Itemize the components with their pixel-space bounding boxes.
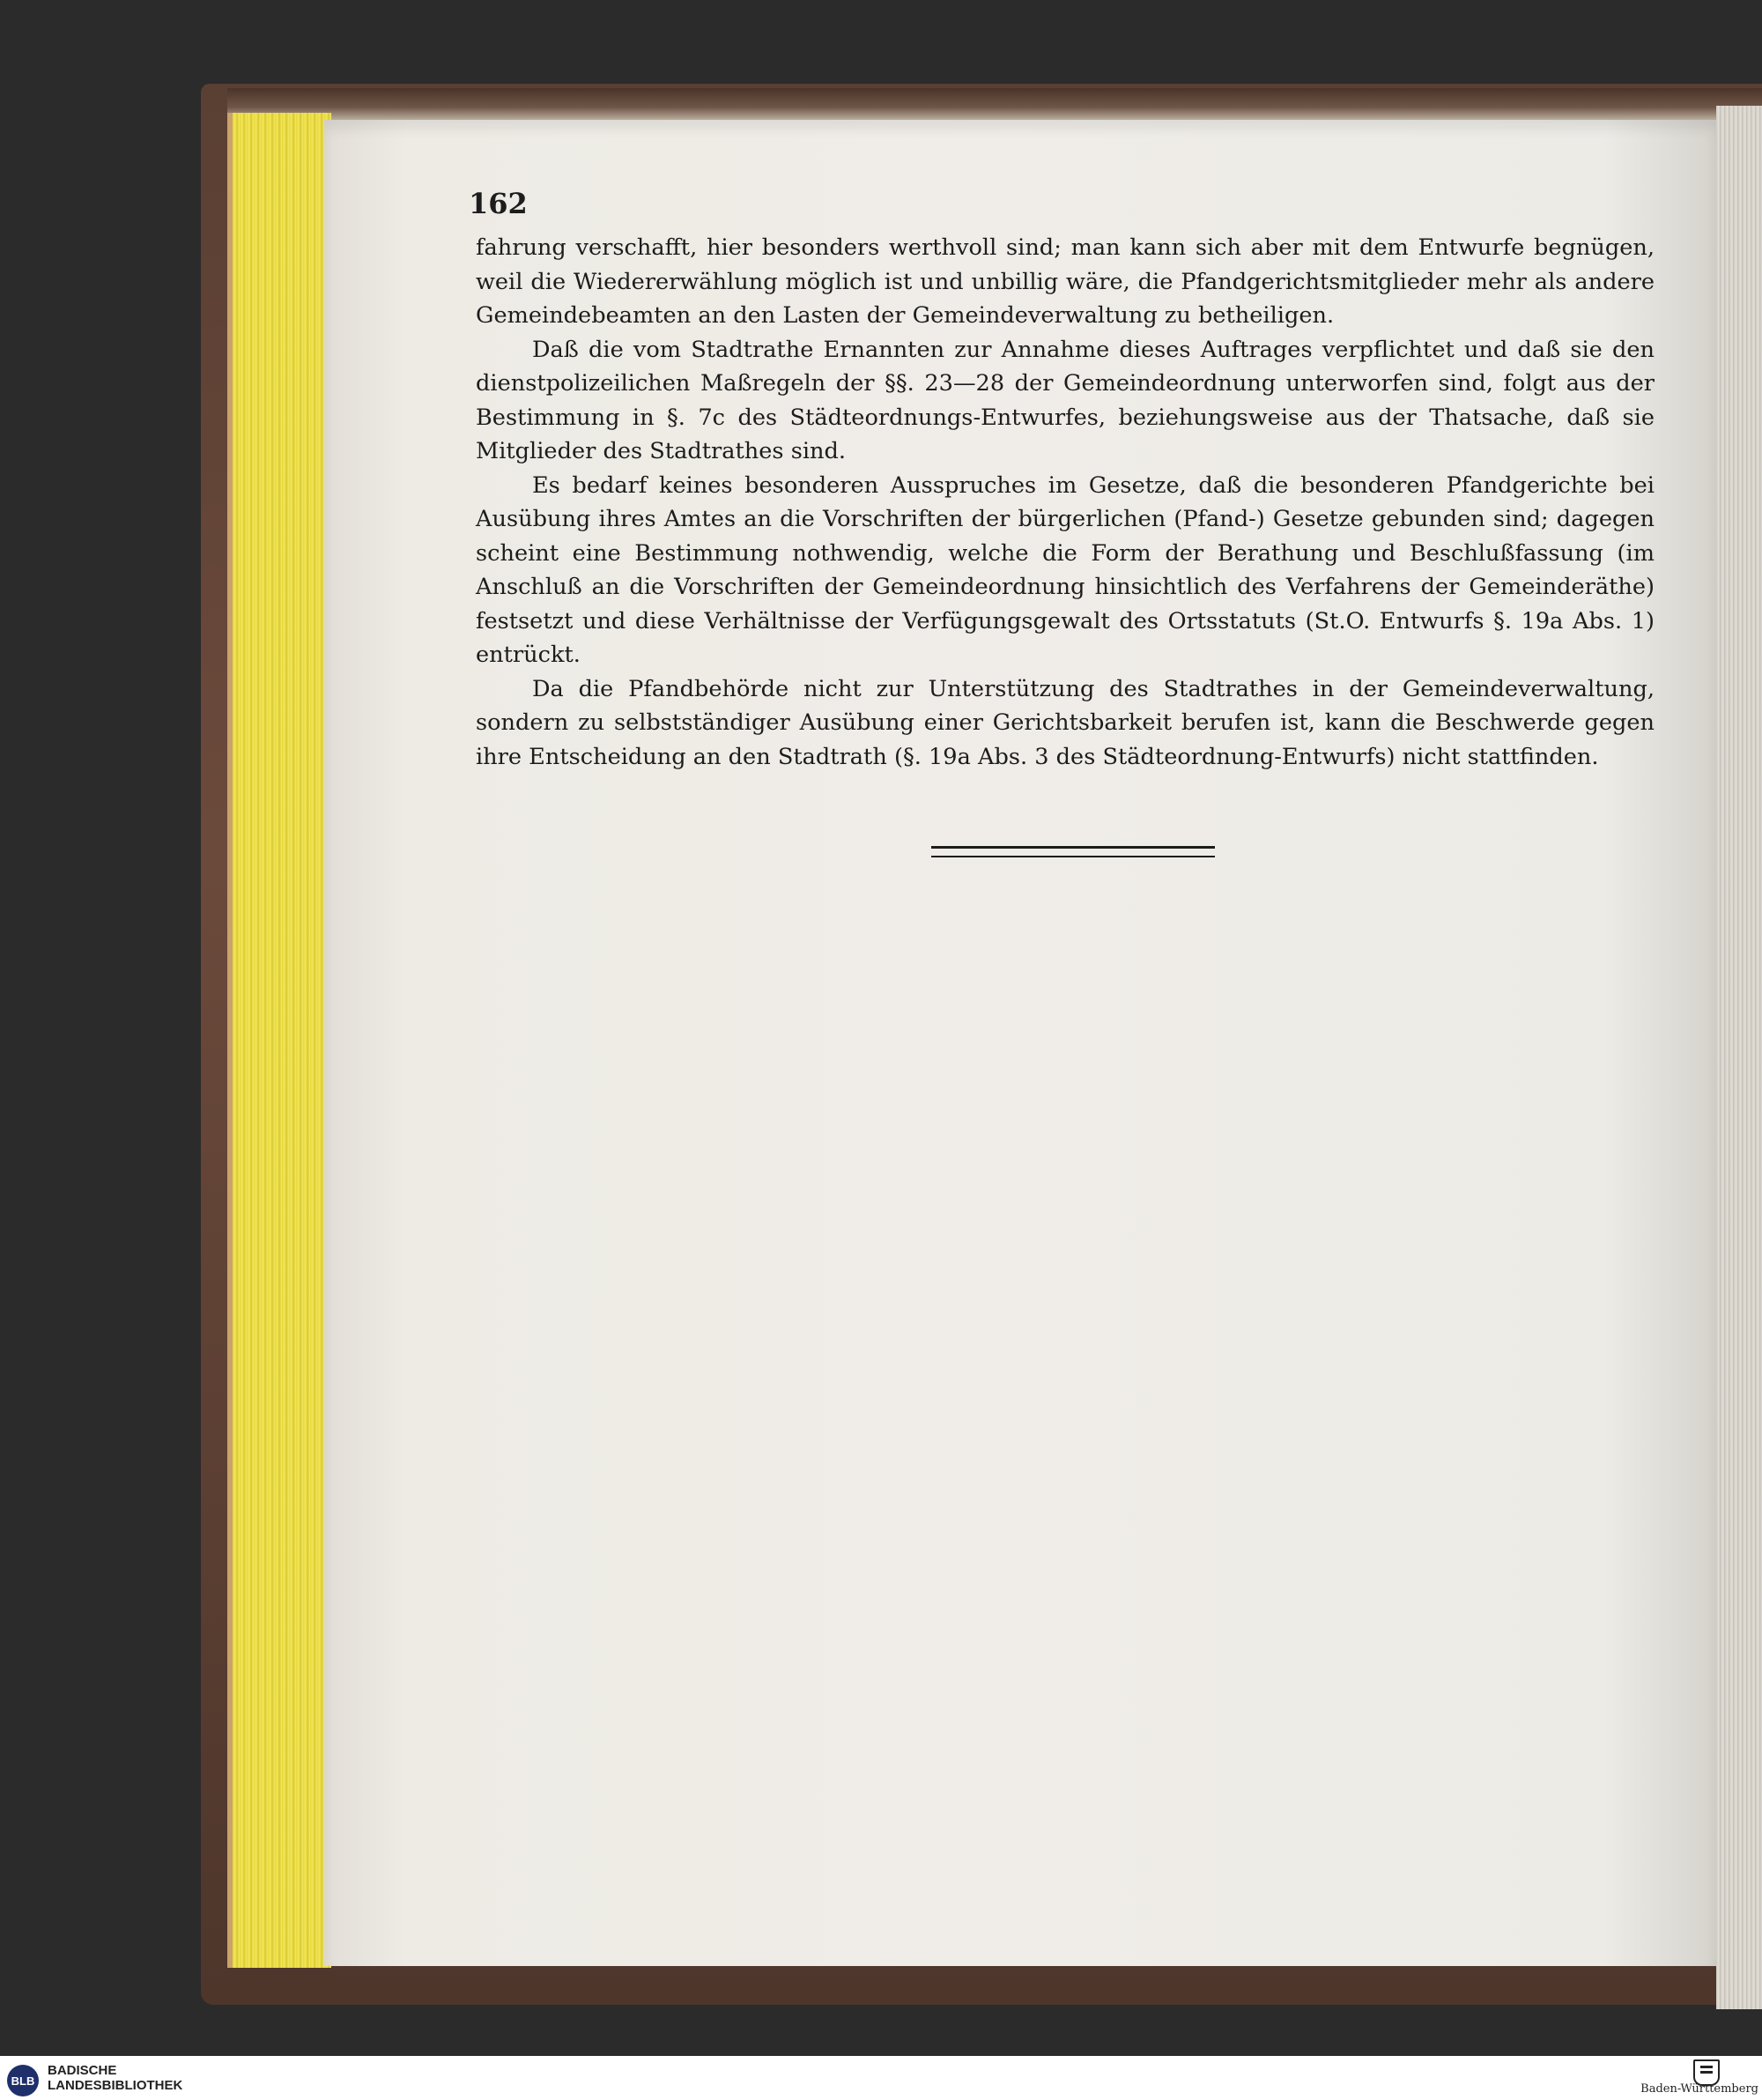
paragraph: fahrung verschafft, hier besonders werthvoll sind; man kann sich aber mit dem Entwurfe begnügen, weil die Wiedererwählung möglich ist und unbillig wäre, die Pfandgerichtsmitglieder mehr als andere Gemeindebeamten an den Lasten der Gemeindeverwaltung zu betheiligen.	[476, 234, 1655, 329]
library-name-line2: LANDESBIBLIOTHEK	[48, 2078, 183, 2093]
body-text	[476, 231, 1655, 774]
state-label: Baden-Württemberg	[1640, 2082, 1758, 2096]
page-edges	[227, 113, 331, 1968]
library-name-line1: BADISCHE	[48, 2063, 117, 2078]
library-name[interactable]	[48, 2063, 182, 2093]
paragraph: Da die Pfandbehörde nicht zur Unterstützung des Stadtrathes in der Gemeindeverwaltung, sondern zu selbstständiger Ausübung einer Gerichtsbarkeit berufen ist, kann die Beschwerde gegen ihre Entscheidung an den Stadtrath (§. 19a Abs. 3 des Städteordnung-Entwurfs) nicht stattfinden.	[476, 675, 1655, 770]
section-separator	[931, 846, 1215, 857]
page-number: 162	[469, 187, 528, 220]
right-page-stack	[1716, 106, 1762, 2009]
paragraph: Daß die vom Stadtrathe Ernannten zur Annahme dieses Auftrages verpflichtet und daß sie den dienstpolizeilichen Maßregeln der §§. 23—28 der Gemeindeordnung unterworfen sind, folgt aus der Bestimmung in §. 7c des Städteordnungs-Entwurfes, beziehungsweise aus der Thatsache, daß sie Mitglieder des Stadtrathes sind.	[476, 336, 1655, 464]
footer-bar	[0, 2056, 1762, 2100]
blb-logo[interactable]: BLB	[7, 2065, 39, 2096]
book-top-edge	[227, 88, 1762, 120]
paragraph: Es bedarf keines besonderen Ausspruches im Gesetze, daß die besonderen Pfandgerichte bei Ausübung ihres Amtes an die Vorschriften der bürgerlichen (Pfand-) Gesetze gebunden sind; dagegen scheint eine Bestimmung nothwendig, welche die Form der Berathung und Beschlußfassung (im Anschluß an die Vorschriften der Gemeindeordnung hinsichtlich des Verfahrens der Gemeinderäthe) festsetzt und diese Verhältnisse der Verfügungsgewalt des Ortsstatuts (St.O. Entwurfs §. 19a Abs. 1) entrückt.	[476, 471, 1655, 668]
